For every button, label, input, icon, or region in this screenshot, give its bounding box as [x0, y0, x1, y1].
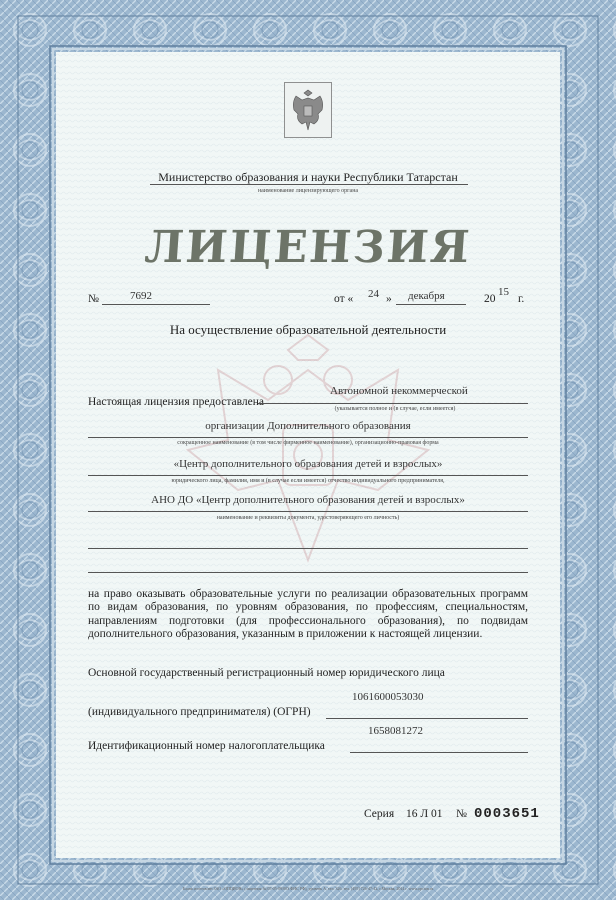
org-name-line-2: организации Дополнительного образования [205, 420, 411, 432]
number-label: № [88, 293, 99, 305]
date-year-prefix: 20 [484, 293, 496, 305]
series-value: 16 Л 01 [406, 808, 443, 820]
ogrn-label-line-1: Основной государственный регистрационный номер юридического лица [88, 667, 445, 679]
coat-of-arms-icon [284, 82, 332, 138]
org-underline-1 [258, 403, 528, 404]
serial-label: № [456, 808, 467, 820]
series-label: Серия [364, 808, 395, 820]
org-caption-3: юридического лица, фамилия, имя и (в случае если имеется) отчество индивидуального предпринимателя, [171, 478, 445, 484]
granted-label: Настоящая лицензия предоставлена [88, 396, 264, 408]
authority-caption: наименование лицензирующего органа [257, 188, 359, 194]
org-caption-2: сокращенное наименование (в том числе фирменное наименование), организационно-правовая форма [177, 440, 439, 446]
org-underline-2 [88, 437, 528, 438]
license-number: 7692 [130, 290, 152, 302]
document-title: ЛИЦЕНЗИЯ [143, 222, 473, 273]
org-caption-1: (указывается полное и (в случае, если имеется) [334, 406, 456, 412]
serial-number: 0003651 [474, 806, 540, 822]
licensing-authority: Министерство образования и науки Республики Татарстан [158, 170, 458, 184]
inn-label: Идентификационный номер налогоплательщика [88, 740, 325, 752]
date-prefix: от « [334, 293, 354, 305]
blank-line-2 [88, 572, 528, 573]
ogrn-label-line-2: (индивидуального предпринимателя) (ОГРН) [88, 706, 311, 718]
org-caption-4: наименование и реквизиты документа, удостоверяющего его личность) [216, 515, 400, 521]
printer-imprint: Бланк изготовлен ЗАО «ОПЦИОН» (лицензия № 05-05-09/003 ФНС РФ), уровень А, тел. 326, тел. (495) 726-47-42, г.Москва, 2014 г. www.opcion.ru [182, 886, 434, 891]
ogrn-underline [326, 718, 528, 719]
blank-line-1 [88, 548, 528, 549]
number-underline [102, 304, 210, 305]
inn-underline [350, 752, 528, 753]
date-month: декабря [408, 290, 445, 302]
org-underline-4 [88, 511, 528, 512]
org-name-line-3: «Центр дополнительного образования детей и взрослых» [173, 458, 443, 470]
rights-paragraph: на право оказывать образовательные услуги по реализации образовательных программ по видам образования, по уровням образования, по профессиям, специальностям, направлениям подготовки (для профессионального образования), по подвидам дополнительного образования, указанным в приложении к настоящей лицензии. [88, 588, 528, 641]
inn-value: 1658081272 [368, 725, 423, 737]
ogrn-value: 1061600053030 [352, 691, 424, 703]
org-underline-3 [88, 475, 528, 476]
date-year-label: г. [518, 293, 525, 305]
org-name-line-1: Автономной некоммерческой [330, 385, 468, 397]
month-underline [396, 304, 466, 305]
org-name-line-4: АНО ДО «Центр дополнительного образования детей и взрослых» [151, 494, 465, 506]
date-quote-close: » [386, 293, 392, 305]
date-day: 24 [368, 288, 379, 300]
license-subject: На осуществление образовательной деятельности [169, 322, 447, 337]
date-year-suffix: 15 [498, 286, 509, 298]
authority-underline [150, 184, 468, 185]
